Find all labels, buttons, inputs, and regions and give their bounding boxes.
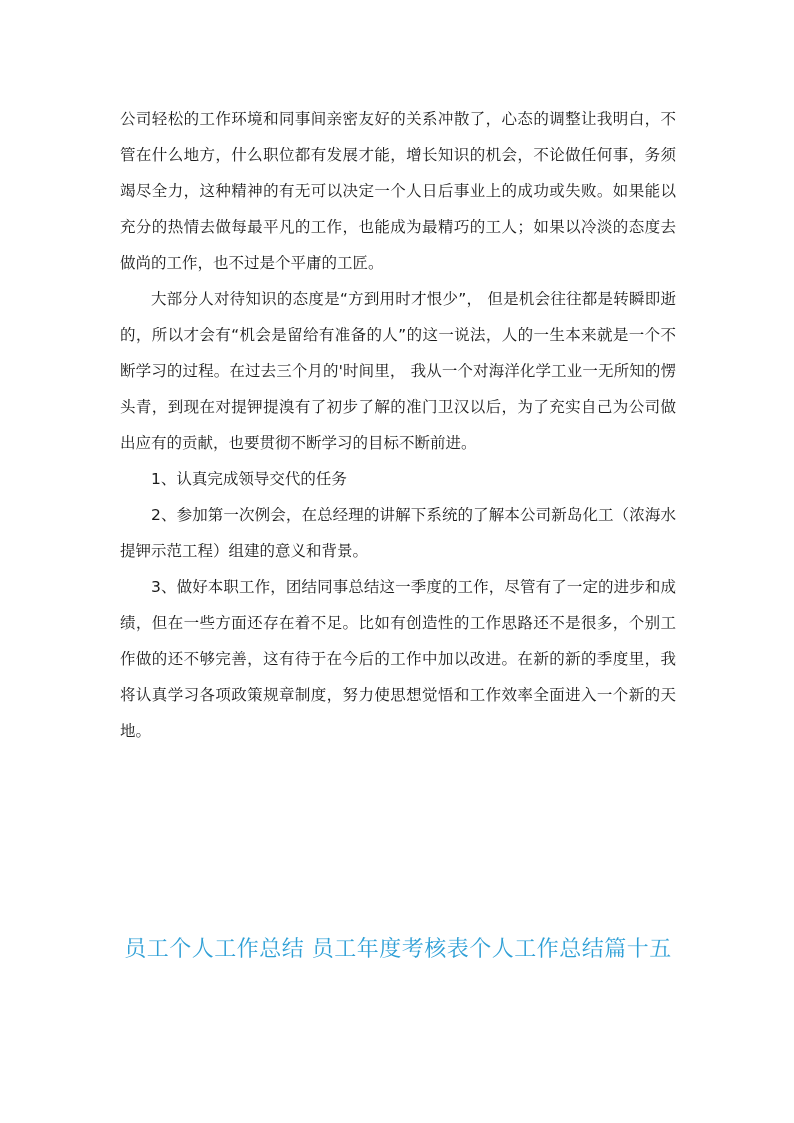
list-item-task-2: 2、参加第一次例会，在总经理的讲解下系统的了解本公司新岛化工（浓海水提钾示范工程）组建的意义和背景。: [120, 506, 676, 560]
paragraph-work-attitude: 公司轻松的工作环境和同事间亲密友好的关系冲散了，心态的调整让我明白，不管在什么地方，什么职位都有发展才能，增长知识的机会，不论做任何事，务须竭尽全力，这种精神的有无可以决定一个人日后事业上的成功或失败。如果能以充分的热情去做每最平凡的工作，也能成为最精巧的工人；如果以冷淡的态度去做尚的工作，也不过是个平庸的工匠。: [120, 110, 676, 272]
list-item-task-3: 3、做好本职工作，团结同事总结这一季度的工作，尽管有了一定的进步和成绩，但在一些方面还存在着不足。比如有创造性的工作思路还不是很多，个别工作做的还不够完善，这有待于在今后的工作中加以改进。在新的新的季度里，我将认真学习各项政策规章制度，努力使思想觉悟和工作效率全面进入一个新的天地。: [120, 578, 676, 740]
paragraph-learning: 大部分人对待知识的态度是“方到用时才恨少”， 但是机会往往都是转瞬即逝的，所以才会有“机会是留给有准备的人”的这一说法，人的一生本来就是一个不断学习的过程。在过去三个月的'时间里， 我从一个对海洋化学工业一无所知的愣头青，到现在对提钾提溴有了初步了解的准门卫汉以后，为了充实自己为公司做出应有的贡献，也要贯彻不断学习的目标不断前进。: [120, 290, 676, 452]
section-heading: 员工个人工作总结 员工年度考核表个人工作总结篇十五: [124, 937, 672, 962]
document-body: [120, 101, 676, 749]
list-item-task-1: 1、认真完成领导交代的任务: [151, 470, 347, 488]
